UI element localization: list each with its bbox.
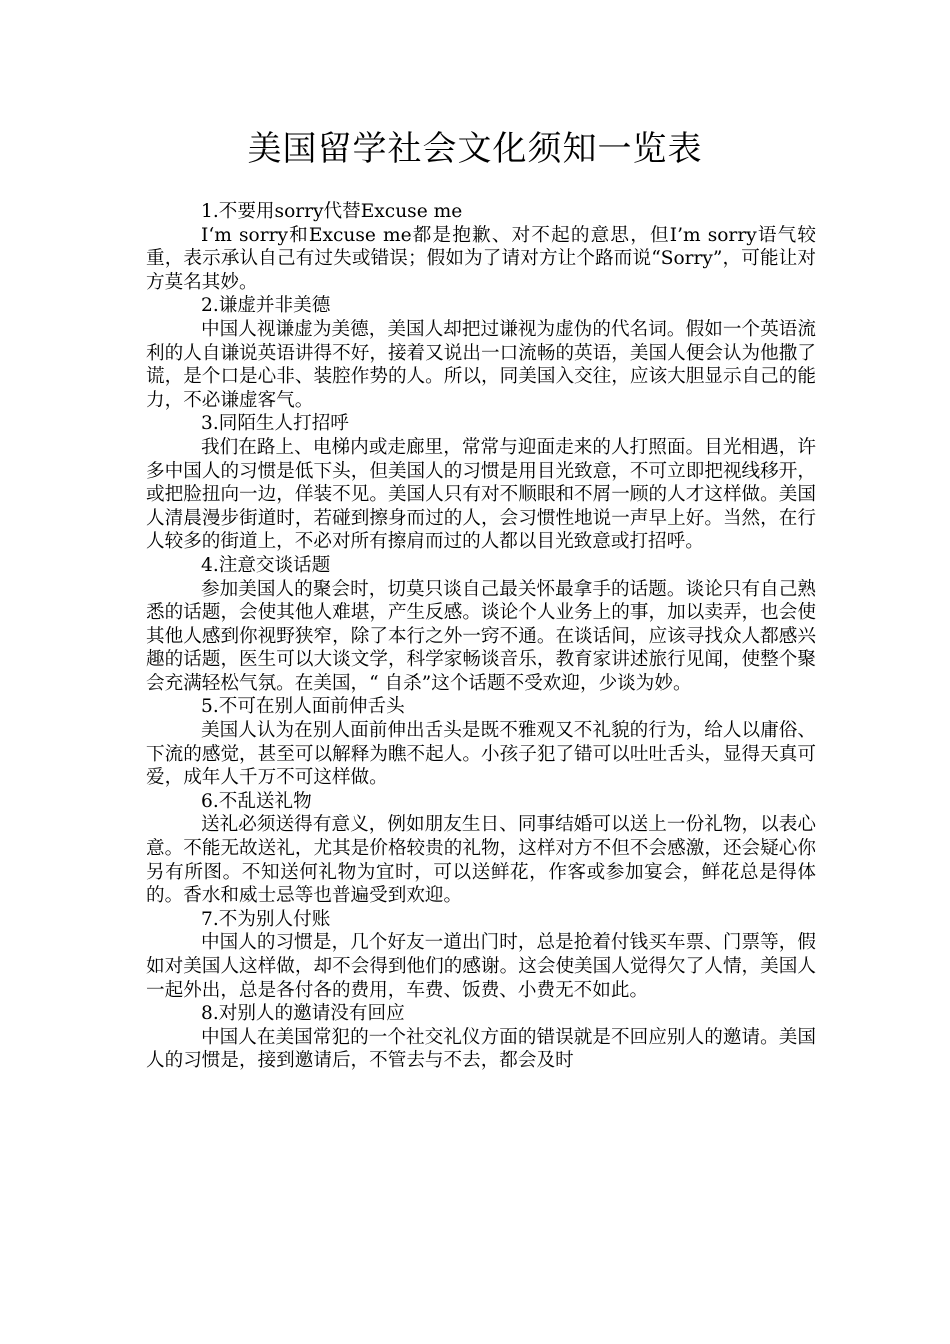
document-title: 美国留学社会文化须知一览表 [247, 129, 703, 169]
section-heading-6: 6.不乱送礼物 [201, 790, 312, 812]
section-paragraph-6: 送礼必须送得有意义，例如朋友生日、同事结婚可以送上一份礼物，以表心意。不能无故送礼，尤其是价格较贵的礼物，这样对方不但不会感激，还会疑心你另有所图。不知送何礼物为宜时，可以送鲜花，作客或参加宴会，鲜花总是得体的。香水和威士忌等也普遍受到欢迎。 [146, 814, 816, 907]
section-paragraph-7: 中国人的习惯是，几个好友一道出门时，总是抢着付钱买车票、门票等，假如对美国人这样做，却不会得到他们的感谢。这会使美国人觉得欠了人情，美国人一起外出，总是各付各的费用，车费、饭费、小费无不如此。 [146, 932, 816, 1001]
section-paragraph-8: 中国人在美国常犯的一个社交礼仪方面的错误就是不回应别人的邀请。美国人的习惯是，接到邀请后，不管去与不去，都会及时 [146, 1026, 816, 1072]
section-paragraph-3: 我们在路上、电梯内或走廊里，常常与迎面走来的人打照面。目光相遇，许多中国人的习惯是低下头，但美国人的习惯是用目光致意，不可立即把视线移开，或把脸扭向一边，佯装不见。美国人只有对不顺眼和不屑一顾的人才这样做。美国人清晨漫步街道时，若碰到擦身而过的人，会习惯性地说一声早上好。当然，在行人较多的街道上，不必对所有擦肩而过的人都以目光致意或打招呼。 [146, 436, 816, 553]
section-paragraph-1: I‘m sorry和Excuse me都是抱歉、对不起的意思，但I’m sorry语气较重，表示承认自己有过失或错误；假如为了请对方让个路而说“Sorry”，可能让对方莫名其妙。 [146, 224, 816, 293]
section-paragraph-2: 中国人视谦虚为美德，美国人却把过谦视为虚伪的代名词。假如一个英语流利的人自谦说英语讲得不好，接着又说出一口流畅的英语，美国人便会认为他撒了谎，是个口是心非、装腔作势的人。所以，同美国入交往，应该大胆显示自己的能力，不必谦虚客气。 [146, 318, 816, 411]
section-heading-1: 1.不要用sorry代替Excuse me [201, 201, 463, 222]
section-heading-5: 5.不可在别人面前伸舌头 [201, 696, 405, 718]
section-paragraph-4: 参加美国人的聚会时，切莫只谈自己最关怀最拿手的话题。谈论只有自己熟悉的话题，会使其他人难堪，产生反感。谈论个人业务上的事，加以卖弄，也会使其他人感到你视野狭窄，除了本行之外一窍不通。在谈话间，应该寻找众人都感兴趣的话题，医生可以大谈文学，科学家畅谈音乐，教育家讲述旅行见闻，使整个聚会充满轻松气氛。在美国，“ 自杀”这个话题不受欢迎，少谈为妙。 [146, 578, 816, 694]
section-heading-2: 2.谦虚并非美德 [201, 295, 331, 317]
section-paragraph-5: 美国人认为在别人面前伸出舌头是既不雅观又不礼貌的行为，给人以庸俗、下流的感觉，甚至可以解释为瞧不起人。小孩子犯了错可以吐吐舌头，显得天真可爱，成年人千万不可这样做。 [146, 720, 816, 789]
section-heading-3: 3.同陌生人打招呼 [201, 413, 349, 435]
section-heading-4: 4.注意交谈话题 [201, 554, 331, 576]
section-heading-8: 8.对别人的邀请没有回应 [201, 1003, 405, 1025]
section-heading-7: 7.不为别人付账 [201, 908, 331, 930]
document-body [146, 200, 816, 1073]
